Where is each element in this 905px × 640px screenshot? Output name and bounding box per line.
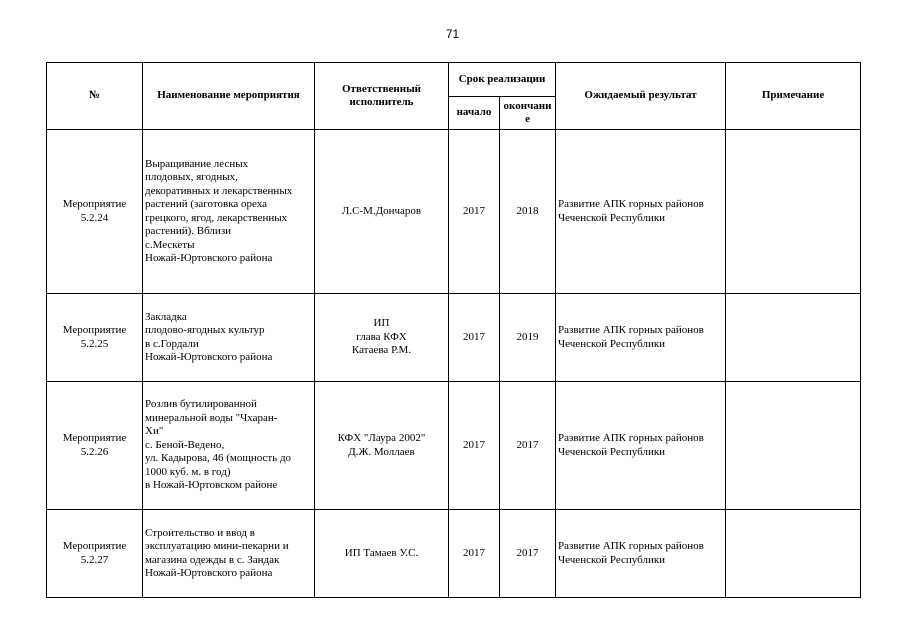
row-end: 2017 (500, 382, 556, 510)
header-row (47, 63, 861, 97)
header-name: Наименование мероприятия (143, 63, 315, 130)
row-executor: КФХ "Лаура 2002" Д.Ж. Моллаев (315, 382, 449, 510)
page-number: 71 (445, 27, 460, 41)
row-name: Строительство и ввод в эксплуатацию мини-пекарни и магазина одежды в с. Зандак Ножай-Юртовского района (143, 510, 315, 598)
row-number: Мероприятие 5.2.24 (47, 130, 143, 294)
row-start: 2017 (449, 130, 500, 294)
row-name: Розлив бутилированной минеральной воды "Чхаран- Хи" с. Беной-Ведено, ул. Кадырова, 46 (мощность до 1000 куб. м. в год) в Ножай-Юртовском районе (143, 382, 315, 510)
row-name: Выращивание лесных плодовых, ягодных, декоративных и лекарственных растений (заготовка ореха грецкого, ягод, лекарственных растений). Вблизи с.Мескеты Ножай-Юртовского района (143, 130, 315, 294)
row-end: 2017 (500, 510, 556, 598)
table-row (47, 294, 861, 382)
header-number: № (47, 63, 143, 130)
activities-table (46, 62, 861, 598)
row-name: Закладка плодово-ягодных культур в с.Гордали Ножай-Юртовского района (143, 294, 315, 382)
row-result: Развитие АПК горных районов Чеченской Республики (556, 510, 726, 598)
row-executor: Л.С-М.Дончаров (315, 130, 449, 294)
row-end: 2018 (500, 130, 556, 294)
row-end: 2019 (500, 294, 556, 382)
row-start: 2017 (449, 294, 500, 382)
table-row (47, 382, 861, 510)
row-start: 2017 (449, 382, 500, 510)
row-number: Мероприятие 5.2.27 (47, 510, 143, 598)
row-number: Мероприятие 5.2.26 (47, 382, 143, 510)
table-row (47, 130, 861, 294)
header-period: Срок реализации (449, 63, 556, 97)
header-executor: Ответственный исполнитель (315, 63, 449, 130)
row-executor: ИП Тамаев У.С. (315, 510, 449, 598)
header-start: начало (449, 97, 500, 130)
row-executor: ИП глава КФХ Катаева Р.М. (315, 294, 449, 382)
row-note (726, 382, 861, 510)
header-note: Примечание (726, 63, 861, 130)
header-end: окончание (500, 97, 556, 130)
row-result: Развитие АПК горных районов Чеченской Республики (556, 130, 726, 294)
row-number: Мероприятие 5.2.25 (47, 294, 143, 382)
row-result: Развитие АПК горных районов Чеченской Республики (556, 382, 726, 510)
table-row (47, 510, 861, 598)
header-result: Ожидаемый результат (556, 63, 726, 130)
row-note (726, 294, 861, 382)
row-result: Развитие АПК горных районов Чеченской Республики (556, 294, 726, 382)
row-note (726, 510, 861, 598)
row-start: 2017 (449, 510, 500, 598)
row-note (726, 130, 861, 294)
